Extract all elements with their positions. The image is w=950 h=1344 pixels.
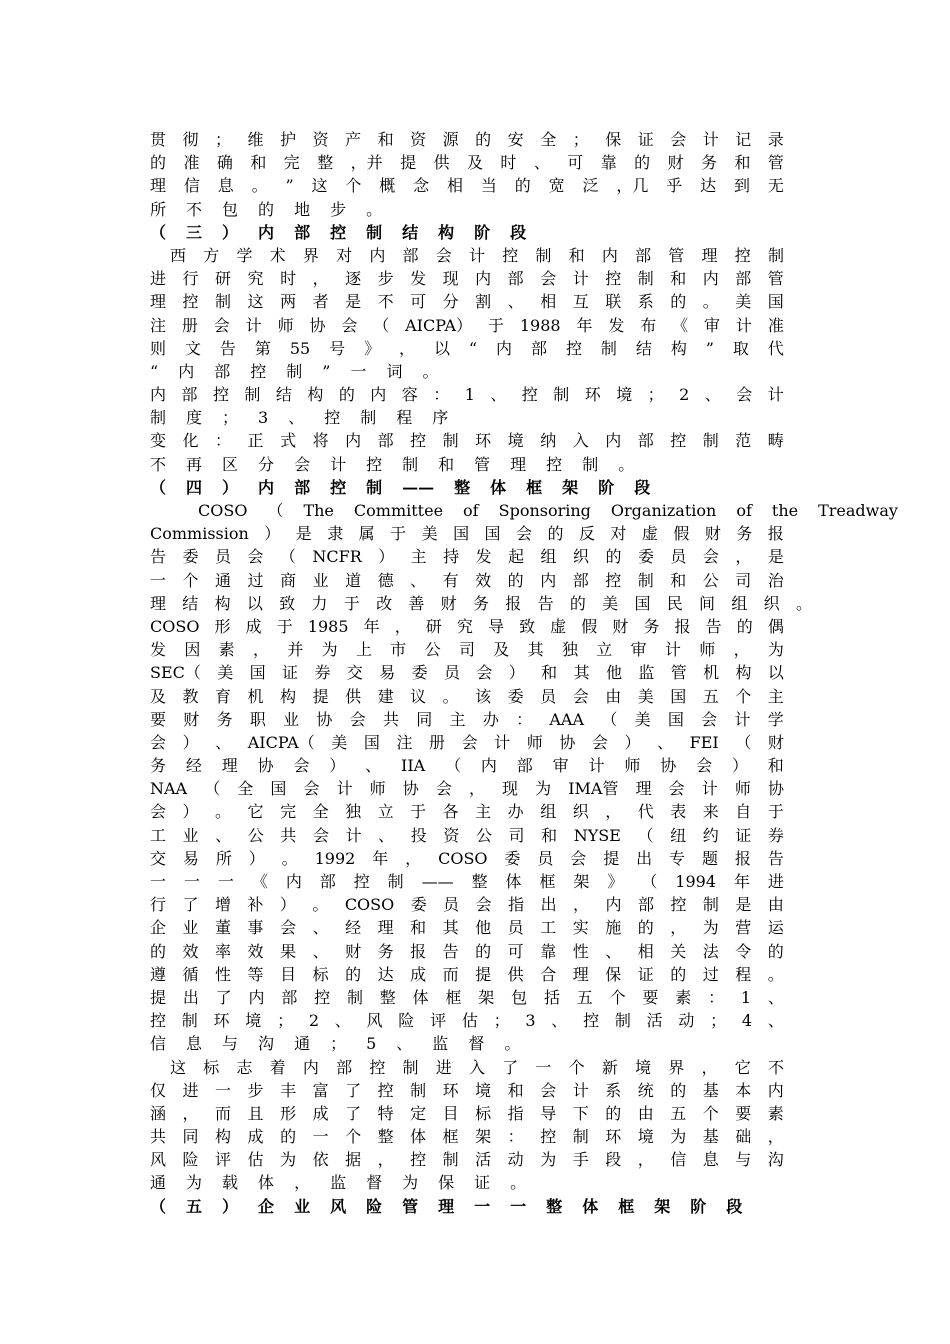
text-line: 工 业 、 公 共 会 计 、 投 资 公 司 和 NYSE （ 纽 约 证 券 bbox=[150, 825, 784, 845]
text-line: Commission ） 是 隶 属 于 美 国 国 会 的 反 对 虚 假 财 务 报 bbox=[150, 524, 784, 544]
text-line: （ 五 ） 企 业 风 险 管 理 一 一 整 体 框 架 阶 段 bbox=[150, 1196, 743, 1216]
text-line: 仅 进 一 步 丰 富 了 控 制 环 境 和 会 计 系 统 的 基 本 内 bbox=[150, 1080, 784, 1100]
text-line: 要 财 务 职 业 协 会 共 同 主 办 ： AAA （ 美 国 会 计 学 bbox=[150, 709, 784, 729]
text-line: 的 效 率 效 果 、 财 务 报 告 的 可 靠 性 、 相 关 法 令 的 bbox=[150, 941, 784, 961]
text-line: COSO 形 成 于 1985 年 ， 研 究 导 致 虚 假 财 务 报 告 的 偶 bbox=[150, 616, 784, 636]
text-line: 则 文 告 第 55 号 》 ， 以 “ 内 部 控 制 结 构 ” 取 代 bbox=[150, 338, 784, 358]
text-line: 发 因 素 ， 并 为 上 市 公 司 及 其 独 立 审 计 师 ， 为 bbox=[150, 640, 784, 660]
text-line: 理 信 息 。 ” 这 个 概 念 相 当 的 宽 泛 ，几 乎 达 到 无 bbox=[150, 176, 784, 196]
text-line: 交 易 所 ） 。 1992 年 ， COSO 委 员 会 提 出 专 题 报 告 bbox=[150, 848, 784, 868]
text-line: 控 制 环 境 ； 2 、 风 险 评 估 ； 3 、 控 制 活 动 ； 4 、 bbox=[150, 1011, 784, 1031]
text-line: 注 册 会 计 师 协 会 （ AICPA） 于 1988 年 发 布 《 审 计 准 bbox=[150, 315, 784, 335]
text-line: 会 ） 、 AICPA（ 美 国 注 册 会 计 师 协 会 ） 、 FEI （ 财 bbox=[150, 732, 784, 752]
text-line: 行 了 增 补 ） 。 COSO 委 员 会 指 出 ， 内 部 控 制 是 由 bbox=[150, 895, 784, 915]
text-line: 及 教 育 机 构 提 供 建 议 。 该 委 员 会 由 美 国 五 个 主 bbox=[150, 686, 784, 706]
text-line: 西 方 学 术 界 对 内 部 会 计 控 制 和 内 部 管 理 控 制 bbox=[170, 245, 784, 265]
text-line: 通 为 载 体 ， 监 督 为 保 证 。 bbox=[150, 1173, 527, 1193]
text-line: 信 息 与 沟 通 ； 5 、 监 督 。 bbox=[150, 1034, 521, 1054]
text-line: 这 标 志 着 内 部 控 制 进 入 了 一 个 新 境 界 ， 它 不 bbox=[170, 1057, 784, 1077]
text-line: 提 出 了 内 部 控 制 整 体 框 架 包 括 五 个 要 素 ： 1 、 bbox=[150, 987, 784, 1007]
text-line: 不 再 区 分 会 计 控 制 和 管 理 控 制 。 bbox=[150, 454, 635, 474]
document-page bbox=[150, 128, 898, 1218]
text-line: 理 结 构 以 致 力 于 改 善 财 务 报 告 的 美 国 民 间 组 织 。 bbox=[150, 593, 812, 613]
text-line: 制 度 ； 3 、 控 制 程 序 bbox=[150, 408, 449, 428]
text-line: 告 委 员 会 （ NCFR ） 主 持 发 起 组 织 的 委 员 会 ， 是 bbox=[150, 547, 784, 567]
text-line: SEC（ 美 国 证 券 交 易 委 员 会 ） 和 其 他 监 管 机 构 以 bbox=[150, 663, 784, 683]
text-line: 企 业 董 事 会 、 经 理 和 其 他 员 工 实 施 的 ， 为 营 运 bbox=[150, 918, 784, 938]
text-line: “ 内 部 控 制 ” 一 词 。 bbox=[150, 361, 439, 381]
text-line: 风 险 评 估 为 依 据 ， 控 制 活 动 为 手 段 ， 信 息 与 沟 bbox=[150, 1150, 784, 1170]
text-line: 会 ） 。 它 完 全 独 立 于 各 主 办 组 织 ， 代 表 来 自 于 bbox=[150, 802, 784, 822]
text-line: （ 四 ） 内 部 控 制 —— 整 体 框 架 阶 段 bbox=[150, 477, 651, 497]
text-line: 理 控 制 这 两 者 是 不 可 分 割 、 相 互 联 系 的 。 美 国 bbox=[150, 292, 784, 312]
text-line: 变 化 ： 正 式 将 内 部 控 制 环 境 纳 入 内 部 控 制 范 畴 bbox=[150, 431, 784, 451]
text-line: 所 不 包 的 地 步 。 bbox=[150, 199, 383, 219]
text-line: 共 同 构 成 的 一 个 整 体 框 架 ： 控 制 环 境 为 基 础 ， bbox=[150, 1127, 784, 1147]
text-line: 内 部 控 制 结 构 的 内 容 ： 1 、 控 制 环 境 ； 2 、 会 计 bbox=[150, 385, 784, 405]
text-line: COSO （ The Committee of Sponsoring Organization of the Treadway bbox=[198, 501, 898, 520]
text-line: 一 一 一 《 内 部 控 制 —— 整 体 框 架 》 （ 1994 年 进 bbox=[150, 872, 784, 891]
text-line: NAA （ 全 国 会 计 师 协 会 ， 现 为 IMA管 理 会 计 师 协 bbox=[150, 779, 784, 799]
text-line: 遵 循 性 等 目 标 的 达 成 而 提 供 合 理 保 证 的 过 程 。 bbox=[150, 964, 784, 984]
text-line: 贯 彻 ； 维 护 资 产 和 资 源 的 安 全 ； 保 证 会 计 记 录 bbox=[150, 130, 784, 149]
text-line: 务 经 理 协 会 ） 、 IIA （ 内 部 审 计 师 协 会 ） 和 bbox=[150, 756, 784, 776]
text-line: 的 准 确 和 完 整 ，并 提 供 及 时 、 可 靠 的 财 务 和 管 bbox=[150, 153, 784, 173]
text-line: 进 行 研 究 时 ， 逐 步 发 现 内 部 会 计 控 制 和 内 部 管 bbox=[150, 269, 784, 289]
text-line: 一 个 通 过 商 业 道 德 、 有 效 的 内 部 控 制 和 公 司 治 bbox=[150, 570, 784, 590]
text-line: （ 三 ） 内 部 控 制 结 构 阶 段 bbox=[150, 222, 527, 242]
text-line: 涵 ， 而 且 形 成 了 特 定 目 标 指 导 下 的 由 五 个 要 素 bbox=[150, 1103, 784, 1123]
